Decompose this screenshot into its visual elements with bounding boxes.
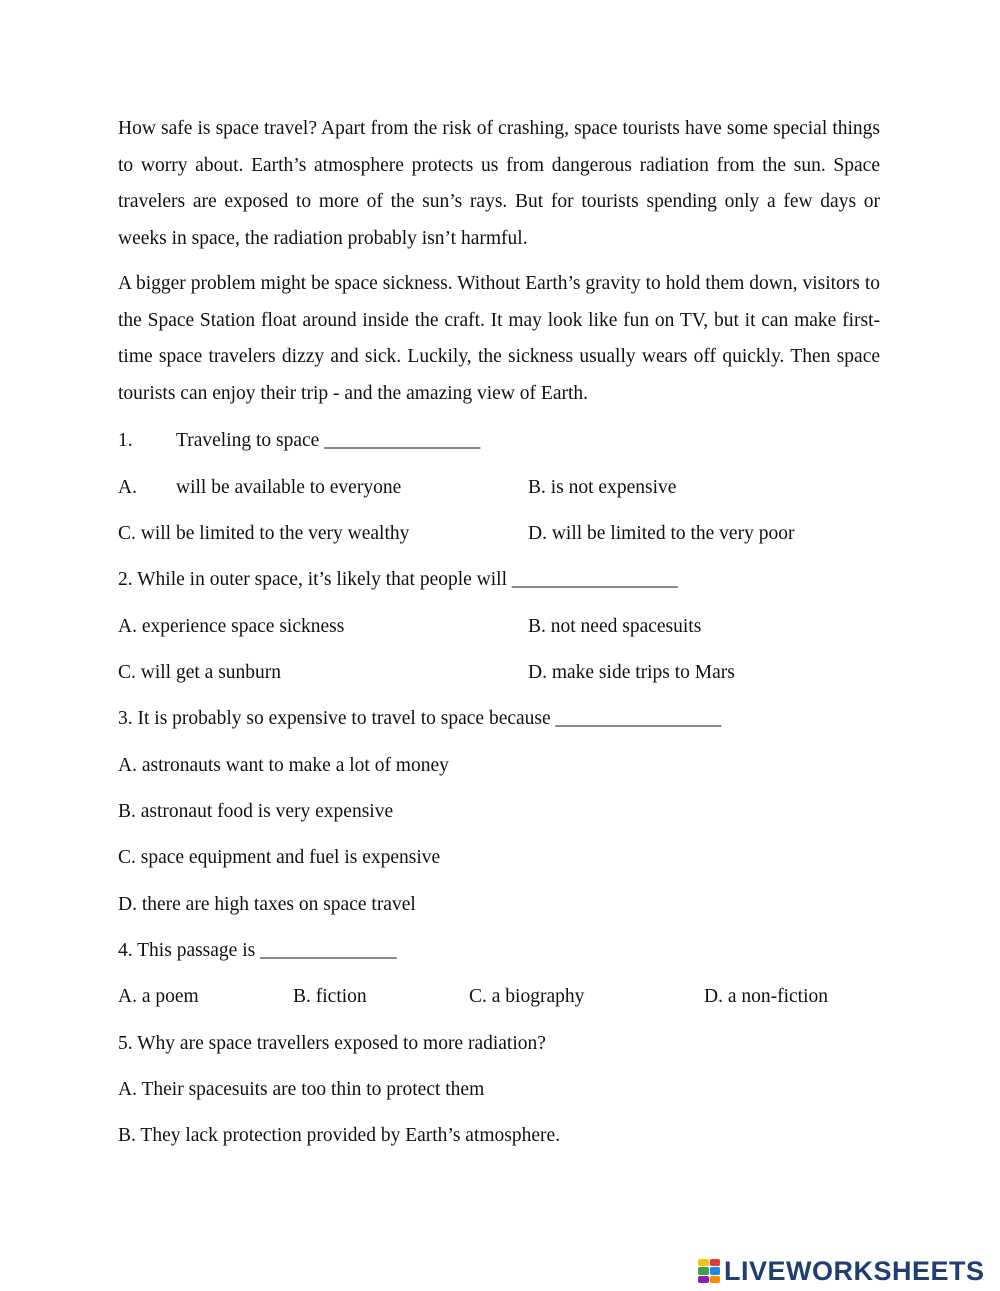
liveworksheets-logo[interactable] xyxy=(698,1254,985,1288)
question-4-option-b: B. fiction xyxy=(293,986,367,1007)
logo-block-5 xyxy=(698,1276,709,1283)
question-1-option-b: B. is not expensive xyxy=(528,477,677,498)
logo-block-2 xyxy=(710,1259,721,1266)
passage-paragraph-1: How safe is space travel? Apart from the risk of crashing, space tourists have some special things to worry about. Earth’s atmosphere protects us from dangerous radiation from the sun. Space travelers are exposed to more of the sun’s rays. But for tourists spending only a few days or weeks in space, the radiation probably isn’t harmful. xyxy=(118,118,880,249)
liveworksheets-logo-icon xyxy=(698,1259,720,1283)
liveworksheets-logo-text: LIVEWORKSHEETS xyxy=(724,1255,985,1286)
question-2-option-c: C. will get a sunburn xyxy=(118,662,282,683)
question-4-option-d: D. a non-fiction xyxy=(704,986,829,1007)
question-5-stem: 5. Why are space travellers exposed to more radiation? xyxy=(118,1033,546,1054)
question-1-option-d: D. will be limited to the very poor xyxy=(528,523,795,544)
question-2-option-b: B. not need spacesuits xyxy=(528,616,702,637)
question-3-option-c: C. space equipment and fuel is expensive xyxy=(118,847,441,868)
question-2-option-d: D. make side trips to Mars xyxy=(528,662,735,683)
question-4-option-a: A. a poem xyxy=(118,986,199,1007)
question-1-option-c: C. will be limited to the very wealthy xyxy=(118,523,410,544)
question-1-text: Traveling to space ________________ xyxy=(176,430,481,451)
question-3-option-d: D. there are high taxes on space travel xyxy=(118,894,416,915)
question-2-option-a: A. experience space sickness xyxy=(118,616,345,637)
question-3-stem: 3. It is probably so expensive to travel to space because _________________ xyxy=(118,708,722,729)
logo-block-4 xyxy=(710,1267,721,1274)
question-1-option-a-letter: A. xyxy=(118,477,137,498)
question-4-option-c: C. a biography xyxy=(469,986,585,1007)
question-3-option-a: A. astronauts want to make a lot of money xyxy=(118,755,449,776)
question-1-option-a-text: will be available to everyone xyxy=(176,477,402,498)
question-2-stem: 2. While in outer space, it’s likely that people will _________________ xyxy=(118,569,678,590)
question-3-option-b: B. astronaut food is very expensive xyxy=(118,801,394,822)
passage-paragraph-2: A bigger problem might be space sickness. Without Earth’s gravity to hold them down, visitors to the Space Station float around inside the craft. It may look like fun on TV, but it can make first-time space travelers dizzy and sick. Luckily, the sickness usually wears off quickly. Then space tourists can enjoy their trip - and the amazing view of Earth. xyxy=(118,273,880,404)
question-4-stem: 4. This passage is ______________ xyxy=(118,940,397,961)
question-5-option-a: A. Their spacesuits are too thin to protect them xyxy=(118,1079,485,1100)
question-1-number: 1. xyxy=(118,430,133,451)
question-5-option-b: B. They lack protection provided by Earth’s atmosphere. xyxy=(118,1125,561,1146)
question-1-stem xyxy=(118,429,480,453)
question-1-option-a xyxy=(118,476,401,500)
logo-block-6 xyxy=(710,1276,721,1283)
logo-block-3 xyxy=(698,1267,709,1274)
logo-block-1 xyxy=(698,1259,709,1266)
